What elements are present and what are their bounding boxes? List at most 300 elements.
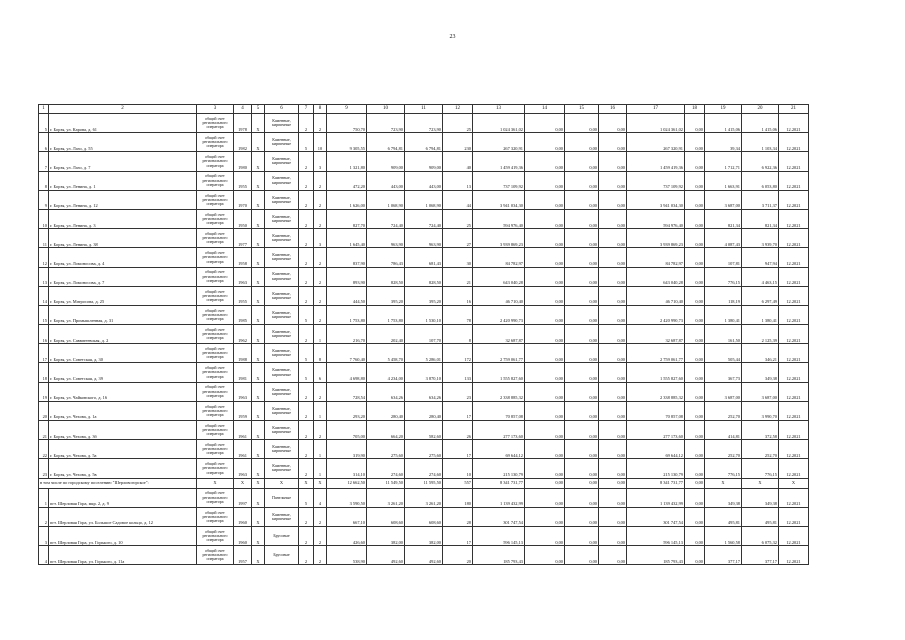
value-cell: 634,26 — [405, 382, 443, 401]
value-cell: 2 — [314, 421, 327, 440]
value-cell: 0,00 — [599, 114, 627, 133]
value-cell: 5 286,01 — [405, 344, 443, 363]
value-cell: 1978 — [234, 114, 252, 133]
page-number: 23 — [449, 34, 456, 40]
value-cell: 301 747,54 — [627, 507, 685, 526]
value-cell: 107,70 — [405, 325, 443, 344]
value-cell: 0,00 — [599, 507, 627, 526]
address-cell: г. Борзя, ул. Ленина, д. 12 — [49, 190, 197, 209]
value-cell: 0,00 — [599, 190, 627, 209]
value-cell: 1960 — [234, 507, 252, 526]
value-cell: 274,60 — [367, 459, 405, 478]
table-row — [39, 421, 809, 440]
value-cell: 0,00 — [525, 363, 565, 382]
value-cell: 0,00 — [599, 440, 627, 459]
value-cell: 643 040,28 — [627, 267, 685, 286]
value-cell: 12.2021 — [779, 325, 809, 344]
value-cell: 3 711,37 — [742, 190, 779, 209]
value-cell: 12.2021 — [779, 526, 809, 545]
address-cell: г. Борзя, ул. Советская, д. 30 — [49, 344, 197, 363]
value-cell: 39,34 — [705, 133, 742, 152]
value-cell: 4 463,15 — [742, 267, 779, 286]
value-cell: 0,00 — [525, 209, 565, 228]
value-cell: 382,00 — [367, 526, 405, 545]
address-cell: г. Борзя, ул. Карова, д. 61 — [49, 114, 197, 133]
value-cell: 947,94 — [742, 248, 779, 267]
value-cell: 0,00 — [525, 248, 565, 267]
value-cell: 0,00 — [599, 325, 627, 344]
value-cell: 230 — [443, 133, 473, 152]
column-number: 11 — [405, 105, 443, 114]
value-cell: X — [252, 488, 265, 507]
value-cell: 23 — [443, 382, 473, 401]
value-cell: 319,90 — [327, 440, 367, 459]
value-cell: 275,60 — [405, 440, 443, 459]
value-cell: 0,00 — [599, 459, 627, 478]
value-cell: 444,50 — [327, 286, 367, 305]
table-row — [39, 401, 809, 420]
value-cell: 0,00 — [565, 229, 599, 248]
address-cell: пгт. Шерловая Гора, ул. Горького, д. 11а — [49, 546, 197, 565]
value-cell: 4 698,80 — [327, 363, 367, 382]
value-cell: 0,00 — [685, 363, 705, 382]
value-cell: 2 — [314, 248, 327, 267]
value-cell: 3 — [314, 229, 327, 248]
value-cell: 1 663,91 — [705, 171, 742, 190]
value-cell: 1 415,06 — [742, 114, 779, 133]
value-cell: 0,00 — [525, 382, 565, 401]
value-cell: 776,15 — [742, 459, 779, 478]
value-cell: 0,00 — [599, 133, 627, 152]
subtotal-cell: 0,00 — [685, 478, 705, 488]
value-cell: Каменные, кирпичные — [265, 440, 299, 459]
address-cell: г. Борзя, ул. Ломоносова, д. 7 — [49, 267, 197, 286]
value-cell: 252,70 — [705, 401, 742, 420]
subtotal-cell: 12 662,50 — [327, 478, 367, 488]
table-row — [39, 248, 809, 267]
value-cell: 40 — [443, 152, 473, 171]
value-cell: Каменные, кирпичные — [265, 190, 299, 209]
value-cell: 1 753,80 — [367, 305, 405, 324]
value-cell: 215 130,79 — [627, 459, 685, 478]
value-cell: 737 109,92 — [473, 171, 525, 190]
address-cell: пгт. Шерловая Гора, ул. Горького, д. 10 — [49, 526, 197, 545]
value-cell: X — [252, 152, 265, 171]
value-cell: 2 — [299, 440, 314, 459]
subtotal-row — [39, 478, 809, 488]
value-cell: 6 922,36 — [742, 152, 779, 171]
value-cell: 1 321,80 — [327, 152, 367, 171]
value-cell: 0,00 — [525, 440, 565, 459]
column-number: 16 — [599, 105, 627, 114]
value-cell: 2 420 990,73 — [627, 305, 685, 324]
value-cell: 2 — [314, 546, 327, 565]
value-cell: 6 075,32 — [742, 526, 779, 545]
value-cell: 0,00 — [525, 459, 565, 478]
value-cell: Каменные, кирпичные — [265, 382, 299, 401]
owner-cell: общий счет регионального оператора — [197, 459, 234, 478]
value-cell: 0,00 — [565, 459, 599, 478]
value-cell: X — [252, 546, 265, 565]
value-cell: 12.2021 — [779, 267, 809, 286]
value-cell: 1963 — [234, 267, 252, 286]
address-cell: г. Борзя, ул. Лазо, д. 7 — [49, 152, 197, 171]
table-row — [39, 286, 809, 305]
owner-cell: общий счет регионального оператора — [197, 152, 234, 171]
value-cell: 12.2021 — [779, 421, 809, 440]
value-cell: Каменные, кирпичные — [265, 229, 299, 248]
subtotal-cell: X — [265, 478, 299, 488]
address-cell: пгт. Шерловая Гора, мкр. 2, д. 9 — [49, 488, 197, 507]
value-cell: 349,38 — [742, 488, 779, 507]
value-cell: 2 — [314, 305, 327, 324]
value-cell: 44 — [443, 190, 473, 209]
table-row — [39, 152, 809, 171]
value-cell: 1 530,10 — [405, 305, 443, 324]
value-cell: Каменные, кирпичные — [265, 325, 299, 344]
value-cell: 280,40 — [367, 401, 405, 420]
value-cell: 776,15 — [705, 459, 742, 478]
value-cell: 1 555 827,60 — [473, 363, 525, 382]
value-cell: 1955 — [234, 171, 252, 190]
table-row — [39, 325, 809, 344]
column-number: 3 — [197, 105, 234, 114]
owner-cell: общий счет регионального оператора — [197, 546, 234, 565]
value-cell: Каменные, кирпичные — [265, 171, 299, 190]
table-row — [39, 526, 809, 545]
value-cell: 216,70 — [327, 325, 367, 344]
value-cell: X — [252, 114, 265, 133]
value-cell: 0,00 — [525, 229, 565, 248]
value-cell: 395,20 — [405, 286, 443, 305]
value-cell: X — [252, 401, 265, 420]
value-cell: 0,00 — [599, 526, 627, 545]
value-cell: 10 — [314, 133, 327, 152]
value-cell: 1961 — [234, 421, 252, 440]
value-cell: 1 753,80 — [327, 305, 367, 324]
register-table-wrap — [38, 104, 809, 565]
value-cell: 1 560,58 — [705, 526, 742, 545]
column-number: 21 — [779, 105, 809, 114]
value-cell: 737 109,92 — [627, 171, 685, 190]
value-cell: 1 459 419,36 — [627, 152, 685, 171]
row-number: 6 — [39, 133, 49, 152]
value-cell: 724,40 — [367, 209, 405, 228]
address-cell: г. Борзя, ул. Ломоносова, д. 4 — [49, 248, 197, 267]
subtotal-cell: X — [705, 478, 742, 488]
value-cell: 12.2021 — [779, 382, 809, 401]
value-cell: 0,00 — [685, 325, 705, 344]
value-cell: 1 068,90 — [367, 190, 405, 209]
value-cell: 5 — [299, 363, 314, 382]
row-number: 16 — [39, 325, 49, 344]
value-cell: 0,00 — [685, 305, 705, 324]
column-number: 2 — [49, 105, 197, 114]
value-cell: 6 794,81 — [367, 133, 405, 152]
value-cell: 0,00 — [685, 488, 705, 507]
value-cell: X — [252, 459, 265, 478]
value-cell: 0,00 — [685, 286, 705, 305]
value-cell: 6 053,80 — [742, 171, 779, 190]
value-cell: 3 939 869,23 — [627, 229, 685, 248]
value-cell: 185 793,43 — [473, 546, 525, 565]
row-number: 14 — [39, 286, 49, 305]
row-number: 17 — [39, 344, 49, 363]
value-cell: 1962 — [234, 325, 252, 344]
value-cell: 3 — [314, 152, 327, 171]
value-cell: 0,00 — [685, 344, 705, 363]
value-cell: 608,60 — [367, 507, 405, 526]
value-cell: 1977 — [234, 229, 252, 248]
value-cell: 705,00 — [327, 421, 367, 440]
column-number: 5 — [252, 105, 265, 114]
value-cell: 786,43 — [367, 248, 405, 267]
value-cell: 180 — [443, 488, 473, 507]
value-cell: 2 — [314, 507, 327, 526]
value-cell: 3 990,70 — [742, 401, 779, 420]
owner-cell: общий счет регионального оператора — [197, 488, 234, 507]
value-cell: 2 — [299, 459, 314, 478]
row-number: 9 — [39, 190, 49, 209]
value-cell: 5 458,70 — [367, 344, 405, 363]
value-cell: 3 939 869,23 — [473, 229, 525, 248]
value-cell: 0,00 — [685, 190, 705, 209]
value-cell: 963,90 — [405, 229, 443, 248]
value-cell: 2 — [314, 209, 327, 228]
row-number: 21 — [39, 421, 49, 440]
value-cell: 118,19 — [705, 286, 742, 305]
value-cell: 277 173,60 — [473, 421, 525, 440]
owner-cell: общий счет регионального оператора — [197, 114, 234, 133]
address-cell: г. Борзя, ул. Лазо, д. 55 — [49, 133, 197, 152]
value-cell: 84 782,97 — [627, 248, 685, 267]
address-cell: г. Борзя, ул. Чехова, д. 3б — [49, 421, 197, 440]
value-cell: 25 — [443, 209, 473, 228]
value-cell: 0,00 — [565, 507, 599, 526]
value-cell: 0,00 — [565, 344, 599, 363]
value-cell: 0,00 — [599, 344, 627, 363]
value-cell: 28 — [443, 507, 473, 526]
value-cell: 5 — [299, 488, 314, 507]
owner-cell: общий счет регионального оператора — [197, 248, 234, 267]
value-cell: 2 — [299, 190, 314, 209]
value-cell: X — [252, 248, 265, 267]
owner-cell: общий счет регионального оператора — [197, 209, 234, 228]
value-cell: 828,50 — [367, 267, 405, 286]
value-cell: 0,00 — [685, 526, 705, 545]
value-cell: 776,15 — [705, 267, 742, 286]
value-cell: 25 — [443, 114, 473, 133]
value-cell: 681,43 — [405, 248, 443, 267]
value-cell: 1950 — [234, 209, 252, 228]
value-cell: 2 — [299, 114, 314, 133]
row-number: 11 — [39, 229, 49, 248]
value-cell: 12.2021 — [779, 401, 809, 420]
value-cell: 1 024 361,02 — [627, 114, 685, 133]
value-cell: 893,90 — [327, 267, 367, 286]
value-cell: 185 793,43 — [627, 546, 685, 565]
value-cell: 1 626,00 — [327, 190, 367, 209]
column-number: 6 — [265, 105, 299, 114]
row-number: 13 — [39, 267, 49, 286]
value-cell: 10 — [443, 459, 473, 478]
value-cell: 0,00 — [565, 152, 599, 171]
value-cell: 12.2021 — [779, 152, 809, 171]
value-cell: 1 139 432,99 — [473, 488, 525, 507]
value-cell: 252,70 — [705, 440, 742, 459]
value-cell: 2 — [299, 171, 314, 190]
owner-cell: общий счет регионального оператора — [197, 305, 234, 324]
value-cell: 1959 — [234, 401, 252, 420]
value-cell: 8 — [314, 344, 327, 363]
row-number: 8 — [39, 171, 49, 190]
table-body — [39, 105, 809, 565]
value-cell: 837,90 — [327, 248, 367, 267]
value-cell: 495,81 — [705, 507, 742, 526]
value-cell: 0,00 — [565, 526, 599, 545]
value-cell: 372,58 — [742, 421, 779, 440]
value-cell: 3 261,20 — [367, 488, 405, 507]
value-cell: 12.2021 — [779, 305, 809, 324]
value-cell: 1 103,34 — [742, 133, 779, 152]
value-cell: 0,00 — [525, 114, 565, 133]
value-cell: 443,00 — [405, 171, 443, 190]
value-cell: 78 — [443, 305, 473, 324]
value-cell: 12.2021 — [779, 248, 809, 267]
value-cell: X — [252, 382, 265, 401]
value-cell: 1 — [314, 459, 327, 478]
value-cell: Брусовые — [265, 526, 299, 545]
table-row — [39, 382, 809, 401]
value-cell: 0,00 — [599, 267, 627, 286]
value-cell: 2 — [299, 382, 314, 401]
owner-cell: общий счет регионального оператора — [197, 171, 234, 190]
value-cell: 0,00 — [525, 344, 565, 363]
column-number: 13 — [473, 105, 525, 114]
value-cell: 724,40 — [405, 209, 443, 228]
value-cell: 12.2021 — [779, 440, 809, 459]
value-cell: Каменные, кирпичные — [265, 267, 299, 286]
value-cell: Панельные — [265, 488, 299, 507]
value-cell: 2 — [299, 209, 314, 228]
value-cell: 728,54 — [327, 382, 367, 401]
column-number: 17 — [627, 105, 685, 114]
address-cell: г. Борзя, ул. Советская, д. 39 — [49, 363, 197, 382]
value-cell: 0,00 — [599, 382, 627, 401]
value-cell: 2 — [299, 325, 314, 344]
value-cell: 0,00 — [685, 459, 705, 478]
value-cell: 2 — [314, 382, 327, 401]
value-cell: 0,00 — [565, 286, 599, 305]
subtotal-cell: X — [252, 478, 265, 488]
value-cell: 0,00 — [599, 171, 627, 190]
value-cell: 0,00 — [525, 401, 565, 420]
value-cell: 2 — [314, 171, 327, 190]
value-cell: Каменные, кирпичные — [265, 286, 299, 305]
value-cell: 1 380,41 — [742, 305, 779, 324]
value-cell: X — [252, 133, 265, 152]
value-cell: 1 459 419,36 — [473, 152, 525, 171]
table-row — [39, 171, 809, 190]
value-cell: 2 — [299, 507, 314, 526]
value-cell: X — [252, 305, 265, 324]
address-cell: г. Борзя, ул. Чайковского, д. 16 — [49, 382, 197, 401]
value-cell: 346,21 — [742, 344, 779, 363]
value-cell: 133 — [443, 363, 473, 382]
value-cell: X — [252, 267, 265, 286]
value-cell: 2 338 885,32 — [473, 382, 525, 401]
value-cell: 492,60 — [405, 546, 443, 565]
table-row — [39, 440, 809, 459]
value-cell: 314,10 — [327, 459, 367, 478]
value-cell: Каменные, кирпичные — [265, 401, 299, 420]
value-cell: 1 712,71 — [705, 152, 742, 171]
value-cell: 2 — [314, 190, 327, 209]
table-row — [39, 363, 809, 382]
value-cell: 0,00 — [565, 382, 599, 401]
value-cell: 1982 — [234, 133, 252, 152]
value-cell: Каменные, кирпичные — [265, 209, 299, 228]
value-cell: 2 — [314, 114, 327, 133]
value-cell: 634,26 — [367, 382, 405, 401]
value-cell: 0,00 — [525, 133, 565, 152]
value-cell: 828,50 — [405, 267, 443, 286]
value-cell: 0,00 — [565, 190, 599, 209]
value-cell: Каменные, кирпичные — [265, 305, 299, 324]
value-cell: 664,20 — [367, 421, 405, 440]
value-cell: 2 125,39 — [742, 325, 779, 344]
value-cell: 3 870,10 — [405, 363, 443, 382]
address-cell: г. Борзя, ул. Ленина, д. 3 — [49, 209, 197, 228]
table-row — [39, 267, 809, 286]
subtotal-cell: 11 549,50 — [367, 478, 405, 488]
value-cell: 505,44 — [705, 344, 742, 363]
value-cell: 1981 — [234, 363, 252, 382]
value-cell: X — [252, 421, 265, 440]
address-cell: г. Борзя, ул. Промышленная, д. 31 — [49, 305, 197, 324]
address-cell: г. Борзя, ул. Чехова, д. 1а — [49, 401, 197, 420]
value-cell: 1955 — [234, 286, 252, 305]
value-cell: 6 794,81 — [405, 133, 443, 152]
column-number: 1 — [39, 105, 49, 114]
value-cell: 1980 — [234, 152, 252, 171]
owner-cell: общий счет регионального оператора — [197, 507, 234, 526]
value-cell: 32 687,87 — [627, 325, 685, 344]
value-cell: 377,17 — [705, 546, 742, 565]
value-cell: 2 — [299, 152, 314, 171]
value-cell: 349,38 — [742, 363, 779, 382]
address-cell: г. Борзя, ул. Чехова, д. 5в — [49, 459, 197, 478]
value-cell: 8 — [443, 325, 473, 344]
column-number: 18 — [685, 105, 705, 114]
value-cell: 277 173,60 — [627, 421, 685, 440]
value-cell: 0,00 — [525, 152, 565, 171]
value-cell: 0,00 — [525, 286, 565, 305]
value-cell: 12.2021 — [779, 171, 809, 190]
value-cell: 0,00 — [565, 305, 599, 324]
value-cell: X — [252, 440, 265, 459]
value-cell: 1970 — [234, 190, 252, 209]
value-cell: 367,73 — [705, 363, 742, 382]
value-cell: 0,00 — [685, 440, 705, 459]
value-cell: 0,00 — [565, 114, 599, 133]
value-cell: 0,00 — [525, 546, 565, 565]
value-cell: 382,00 — [405, 526, 443, 545]
value-cell: 267 320,91 — [473, 133, 525, 152]
value-cell: X — [252, 526, 265, 545]
value-cell: 2 — [299, 401, 314, 420]
value-cell: 2 — [299, 286, 314, 305]
